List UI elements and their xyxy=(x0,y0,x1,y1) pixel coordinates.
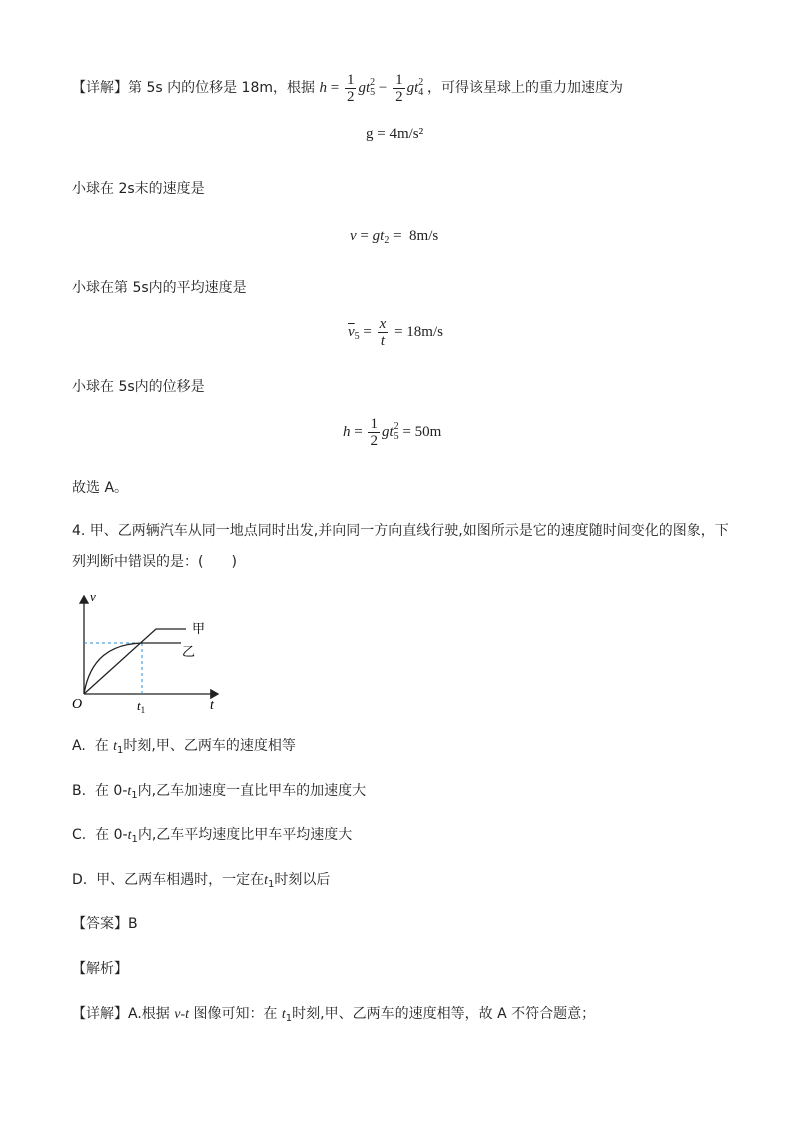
text-velocity-label: 小球在 2s末的速度是 xyxy=(72,181,205,197)
text-height-label: 小球在 5s内的位移是 xyxy=(72,379,205,395)
equation-height: h = $\frac{1}{2}$ $gt_5^2 = 50m$ xyxy=(343,416,442,449)
origin-label: O xyxy=(72,697,83,712)
equation-velocity: $v = gt_2 = 8m/s$ xyxy=(350,228,439,246)
equation-average-velocity: $\overline{v}_5$ = $\frac{x}{t}$ = 18m/s xyxy=(348,316,443,349)
option-b[interactable]: B. 在 $0-t_1$内,乙车加速度一直比甲车的加速度大 xyxy=(72,783,367,801)
detail-text-pre: 第 5s 内的位移是 18m，根据 xyxy=(128,79,316,96)
equation-average-value: = 18m/s xyxy=(394,323,443,340)
vt-graph xyxy=(66,588,236,716)
equation-height-value: = 50m xyxy=(402,423,442,440)
yi-label: 乙 xyxy=(182,644,196,659)
answer: 【答案】B xyxy=(72,916,138,932)
text-choose: 故选 A。 xyxy=(72,480,129,496)
option-a[interactable]: A. 在 $t_1$时刻,甲、乙两车的速度相等 xyxy=(72,738,296,756)
detail-line-1 xyxy=(72,72,623,105)
text-average-label: 小球在第 5s内的平均速度是 xyxy=(72,280,247,296)
t-axis-label: t xyxy=(210,698,214,713)
detail-text-post: ，可得该星球上的重力加速度为 xyxy=(427,79,623,96)
detail-line-2: 【详解】A.根据 v-t 图像可知：在 $t_1$时刻,甲、乙两车的速度相等，故 A 不符合题意； xyxy=(72,1006,596,1024)
equation-g: g = 4m/s² xyxy=(366,126,424,142)
v-axis-label: v xyxy=(90,589,96,604)
formula-h-difference: h = $\frac{1}{2}$ $gt_5^2$ − $\frac{1}{2}$ $gt_4^2$ xyxy=(319,72,424,105)
equation-velocity-value: 8m/s xyxy=(409,228,439,244)
detail-tag: 【详解】 xyxy=(72,79,128,96)
option-d[interactable]: D. 甲、乙两车相遇时，一定在$t_1$时刻以后 xyxy=(72,872,331,890)
question-line-1: 4. 甲、乙两辆汽车从同一地点同时出发,并向同一方向直线行驶,如图所示是它的速度随时间变化的图象，下 xyxy=(72,523,729,539)
jia-label: 甲 xyxy=(192,621,206,636)
option-c[interactable]: C. 在 $0-t_1$内,乙车平均速度比甲车平均速度大 xyxy=(72,827,353,845)
t1-label: $t_1$ xyxy=(137,698,146,715)
analysis-heading: 【解析】 xyxy=(72,961,128,977)
question-line-2: 列判断中错误的是：( ) xyxy=(72,554,237,570)
curve-jia xyxy=(84,629,186,694)
